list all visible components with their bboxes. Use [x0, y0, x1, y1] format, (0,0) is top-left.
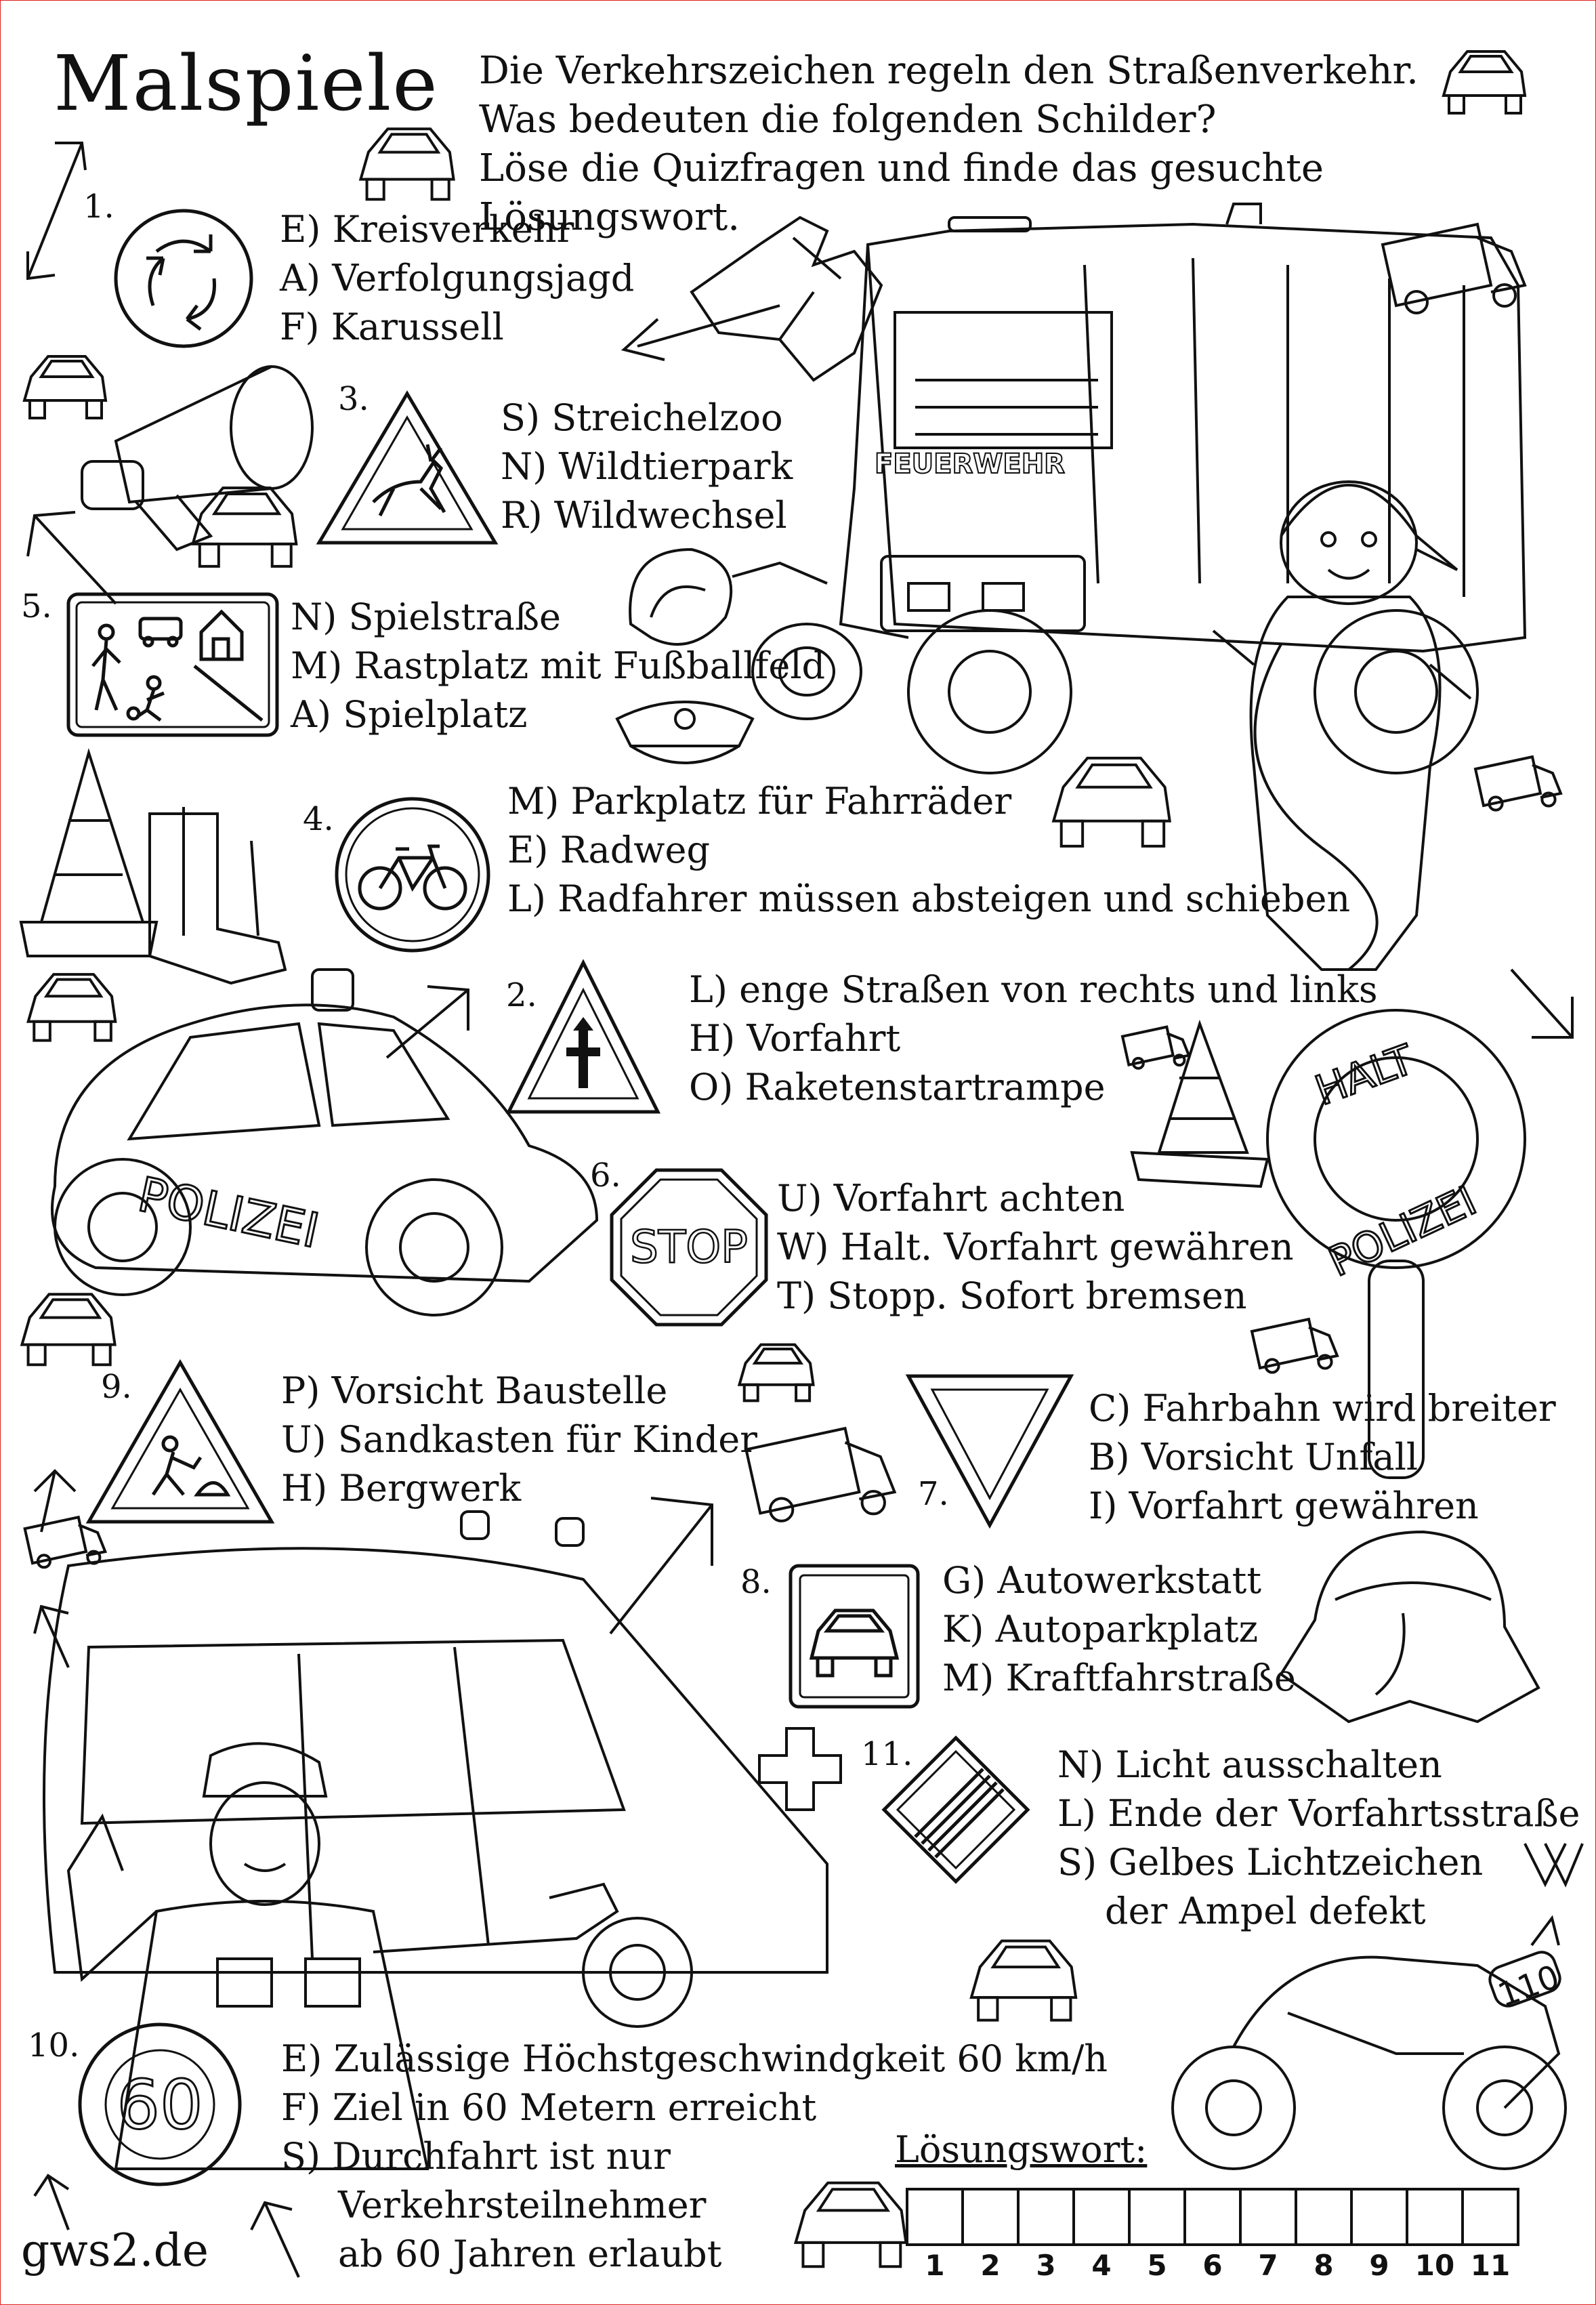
answer-option: E) Zulässige Höchstgeschwindgkeit 60 km/h	[281, 2037, 1108, 2080]
plate-text: 110	[1493, 1957, 1565, 2015]
arrow-icon	[21, 1593, 89, 1674]
arrow-icon	[617, 292, 780, 367]
arrow-icon	[1505, 963, 1579, 1051]
box-number: 7	[1258, 2249, 1278, 2282]
box-number: 4	[1091, 2249, 1112, 2282]
speed-limit-text: 60	[117, 2065, 203, 2144]
answer-option: L) Radfahrer müssen absteigen und schieben	[507, 877, 1351, 920]
speed-limit-sign	[75, 2020, 245, 2189]
solution-box[interactable]	[1072, 2188, 1131, 2246]
page-title: Malspiele	[54, 40, 439, 128]
answer-option: Verkehrsteilnehmer	[338, 2184, 707, 2226]
solution-box[interactable]	[961, 2188, 1020, 2246]
question-number: 2.	[506, 976, 537, 1014]
fire-truck-text: FEUERWEHR	[875, 449, 1065, 480]
box-number: 8	[1314, 2249, 1334, 2282]
answer-option: F) Karussell	[280, 306, 504, 348]
answer-option: B) Vorsicht Unfall	[1089, 1436, 1419, 1478]
motorway-sign	[788, 1563, 921, 1709]
box-number: 10	[1414, 2249, 1455, 2282]
intro-line: Die Verkehrszeichen regeln den Straßenverkehr.	[479, 49, 1419, 93]
question-4-options	[507, 777, 1350, 923]
box-number: 11	[1470, 2249, 1511, 2282]
question-number: 3.	[338, 380, 369, 418]
motorcycle-illustration	[1152, 1918, 1586, 2176]
question-6-options	[777, 1174, 1294, 1321]
solution-box[interactable]	[906, 2188, 964, 2246]
answer-option: T) Stopp. Sofort bremsen	[777, 1274, 1247, 1317]
question-7-options	[1089, 1384, 1556, 1531]
question-number: 8.	[740, 1563, 772, 1601]
answer-option: E) Kreisverkehr	[280, 208, 574, 251]
paddle-halt-text: HALT	[1309, 1036, 1420, 1115]
answer-option: H) Bergwerk	[281, 1467, 522, 1510]
car-icon	[963, 1925, 1085, 2027]
answer-option: M) Rastplatz mit Fußballfeld	[291, 644, 826, 687]
solution-box[interactable]	[1239, 2188, 1297, 2246]
question-8-options	[942, 1556, 1296, 1703]
answer-option: F) Ziel in 60 Metern erreicht	[281, 2086, 817, 2129]
intro-line: Was bedeuten die folgenden Schilder?	[479, 98, 1217, 142]
question-5-options	[291, 593, 825, 739]
solution-box[interactable]	[1183, 2188, 1242, 2246]
box-number: 5	[1147, 2249, 1167, 2282]
truck-icon	[739, 1417, 902, 1532]
fire-helmet-illustration	[1274, 1518, 1545, 1735]
box-number: 2	[980, 2249, 1001, 2282]
paddle-polizei-text: POLIZEI	[1321, 1177, 1484, 1287]
answer-option: W) Halt. Vorfahrt gewähren	[777, 1226, 1294, 1268]
solution-box[interactable]	[1017, 2188, 1075, 2246]
question-number: 10.	[28, 2027, 80, 2064]
answer-option: N) Spielstraße	[291, 596, 561, 638]
roundabout-sign	[109, 204, 258, 353]
stop-sign-text: STOP	[630, 1221, 748, 1273]
site-footer: gws2.de	[21, 2224, 209, 2277]
question-number: 9.	[101, 1368, 132, 1406]
answer-option: M) Parkplatz für Fahrräder	[507, 780, 1012, 823]
answer-option: A) Verfolgungsjagd	[280, 257, 635, 299]
truck-icon	[1247, 1315, 1342, 1376]
question-number: 6.	[590, 1157, 621, 1195]
answer-option: R) Wildwechsel	[501, 494, 787, 537]
answer-option: O) Raketenstartrampe	[689, 1066, 1106, 1108]
solution-label: Lösungswort:	[895, 2128, 1148, 2171]
car-icon	[353, 116, 461, 204]
truck-icon	[1471, 753, 1566, 814]
motorcycle-plate	[1491, 1959, 1572, 2013]
cycle-path-sign	[331, 793, 494, 956]
answer-option: C) Fahrbahn wird breiter	[1089, 1387, 1556, 1430]
answer-option: U) Sandkasten für Kinder	[281, 1418, 757, 1461]
answer-option: S) Durchfahrt ist nur	[281, 2135, 671, 2178]
question-3-options	[501, 394, 793, 540]
play-street-sign	[66, 591, 280, 738]
solution-box[interactable]	[1295, 2188, 1353, 2246]
box-number: 1	[925, 2249, 945, 2282]
solution-box-numbers	[906, 2249, 1517, 2282]
car-icon	[1437, 41, 1532, 116]
question-9-options	[281, 1367, 757, 1513]
answer-option: L) enge Straßen von rechts und links	[689, 968, 1378, 1011]
question-11-options	[1057, 1741, 1580, 1936]
answer-option: P) Vorsicht Baustelle	[281, 1369, 668, 1412]
solution-box[interactable]	[1406, 2188, 1464, 2246]
car-icon	[184, 475, 306, 570]
question-1-options	[280, 205, 634, 352]
question-number: 7.	[918, 1475, 949, 1513]
stop-sign	[608, 1166, 770, 1329]
question-number: 1.	[83, 188, 114, 226]
car-icon	[21, 963, 123, 1044]
answer-option: G) Autowerkstatt	[942, 1559, 1262, 1602]
police-car-label	[129, 1166, 387, 1261]
box-number: 3	[1036, 2249, 1056, 2282]
answer-option: M) Kraftfahrstraße	[942, 1657, 1296, 1699]
answer-option: S) Streichelzoo	[501, 396, 783, 439]
solution-box[interactable]	[1128, 2188, 1186, 2246]
answer-option: E) Radweg	[507, 829, 711, 871]
question-number: 4.	[303, 800, 334, 838]
question-number: 11.	[861, 1735, 913, 1773]
answer-option: L) Ende der Vorfahrtsstraße	[1057, 1792, 1580, 1835]
answer-option: der Ampel defekt	[1105, 1890, 1426, 1932]
intro-line: Löse die Quizfragen und finde das gesuchte Lösungswort.	[479, 146, 1324, 239]
answer-option: N) Licht ausschalten	[1057, 1743, 1442, 1786]
arrow-icon	[380, 976, 482, 1064]
truck-icon	[1376, 217, 1532, 319]
answer-option: K) Autoparkplatz	[942, 1608, 1259, 1650]
answer-option: A) Spielplatz	[291, 693, 528, 736]
boots-illustration	[123, 800, 299, 990]
answer-option: ab 60 Jahren erlaubt	[338, 2233, 722, 2275]
answer-option: I) Vorfahrt gewähren	[1089, 1484, 1479, 1527]
solution-box[interactable]	[1461, 2188, 1519, 2246]
fire-truck-label	[875, 442, 1064, 483]
answer-option: N) Wildtierpark	[501, 445, 793, 488]
police-car-text: POLIZEI	[133, 1166, 324, 1259]
answer-option: U) Vorfahrt achten	[777, 1177, 1125, 1220]
answer-option: S) Gelbes Lichtzeichen	[1057, 1841, 1484, 1884]
arrow-icon	[21, 1464, 89, 1539]
answer-option: H) Vorfahrt	[689, 1017, 901, 1060]
box-number: 6	[1202, 2249, 1223, 2282]
solution-boxes	[908, 2188, 1519, 2246]
question-number: 5.	[21, 587, 52, 625]
question-2-options	[689, 965, 1378, 1112]
solution-box[interactable]	[1350, 2188, 1408, 2246]
car-icon	[14, 346, 116, 421]
box-number: 9	[1369, 2249, 1389, 2282]
